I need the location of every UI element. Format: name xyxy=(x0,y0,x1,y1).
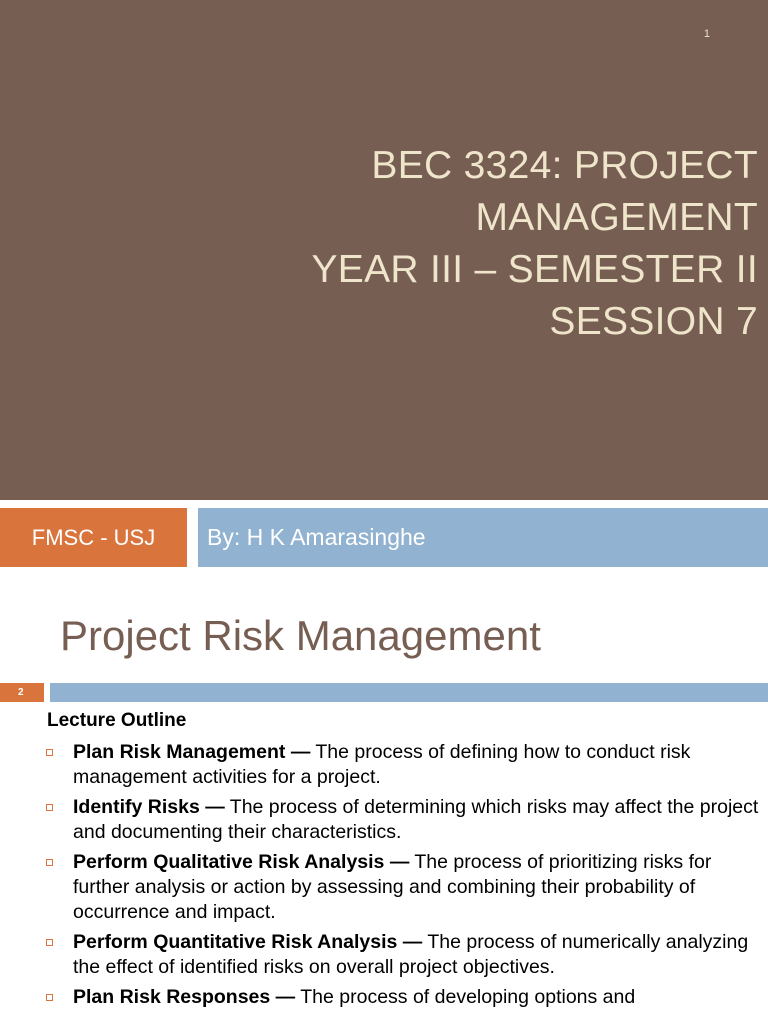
author-label: By: H K Amarasinghe xyxy=(198,508,768,567)
title-slide xyxy=(0,0,768,500)
outline-list xyxy=(45,740,765,1015)
slide2-title: Project Risk Management xyxy=(60,612,541,659)
square-bullet-icon xyxy=(46,994,53,1001)
slide-number-badge: 2 xyxy=(0,683,44,702)
list-item xyxy=(45,740,765,790)
list-item xyxy=(45,795,765,845)
slide-title xyxy=(38,140,758,348)
list-item xyxy=(45,985,765,1010)
slide-number: 1 xyxy=(703,28,710,40)
outline-heading: Lecture Outline xyxy=(47,710,187,731)
item-text: The process of defining how to conduct risk management activities for a project. xyxy=(73,741,691,788)
square-bullet-icon xyxy=(46,749,53,756)
square-bullet-icon xyxy=(46,859,53,866)
header-bar xyxy=(50,683,768,702)
item-text: The process of developing options and xyxy=(295,986,636,1008)
item-term: Plan Risk Management — xyxy=(73,741,311,763)
list-item xyxy=(45,930,765,980)
item-term: Plan Risk Responses — xyxy=(73,986,296,1008)
institution-tag: FMSC - USJ xyxy=(0,508,187,567)
item-term: Perform Qualitative Risk Analysis — xyxy=(73,851,410,873)
item-text: The process of determining which risks may affect the project and documenting their characteristics. xyxy=(73,796,759,843)
list-item xyxy=(45,850,765,925)
item-text: The process of numerically analyzing the effect of identified risks on overall project objectives. xyxy=(73,931,749,978)
title-line-4: SESSION 7 xyxy=(549,300,758,343)
title-line-1: BEC 3324: PROJECT xyxy=(371,144,758,187)
square-bullet-icon xyxy=(46,804,53,811)
title-line-2: MANAGEMENT xyxy=(475,196,758,239)
title-line-3: YEAR III – SEMESTER II xyxy=(311,248,758,291)
item-text: The process of prioritizing risks for further analysis or action by assessing and combining their probability of occurrence and impact. xyxy=(73,851,712,923)
item-term: Identify Risks — xyxy=(73,796,225,818)
item-term: Perform Quantitative Risk Analysis — xyxy=(73,931,423,953)
square-bullet-icon xyxy=(46,939,53,946)
